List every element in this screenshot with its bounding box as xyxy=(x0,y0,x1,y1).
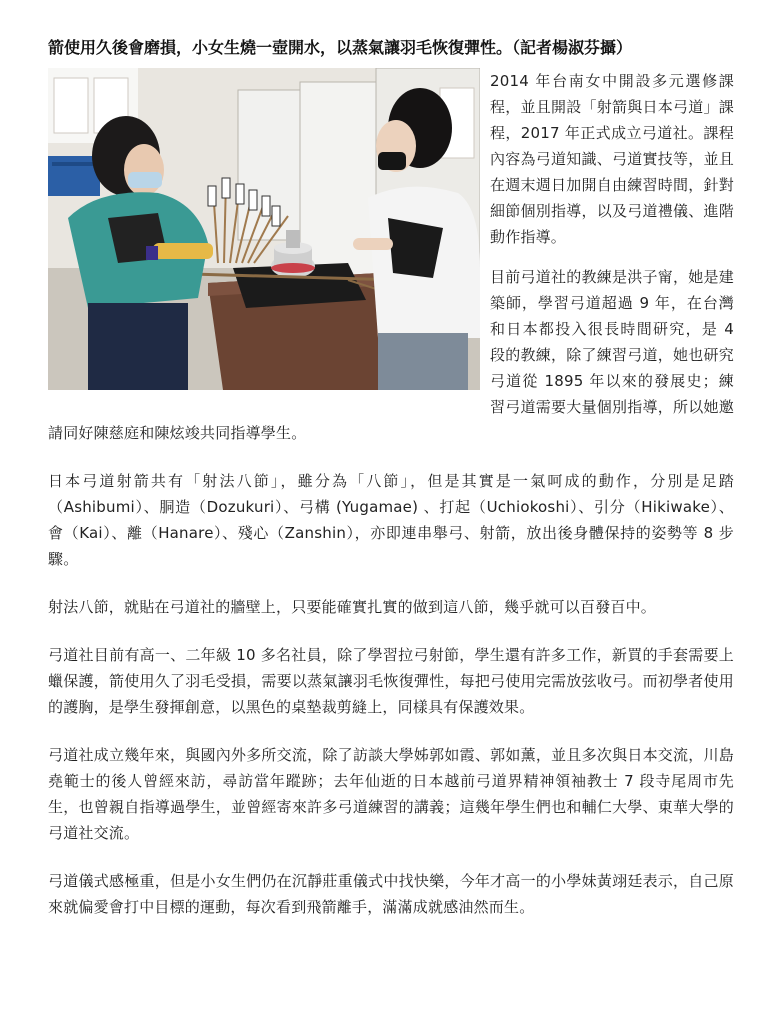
photo-caption: 箭使用久後會磨損，小女生燒一壺開水，以蒸氣讓羽毛恢復彈性。（記者楊淑芬攝） xyxy=(48,38,633,57)
article-photo xyxy=(48,68,480,390)
paragraph-2: 目前弓道社的教練是洪子甯，她是建築師，學習弓道超過 9 年，在台灣和日本都投入很長時間研究，是 4 段的教練，除了練習弓道，她也研究弓道從 1895 年以來的發展史；練習弓道需要大量個別指導，所以她邀請同好陳慈庭和陳炫竣共同指導學生。 xyxy=(48,268,734,442)
paragraph-5: 弓道社目前有高一、二年級 10 多名社員，除了學習拉弓射節，學生還有許多工作，新買的手套需要上蠟保護，箭使用久了羽毛受損，需要以蒸氣讓羽毛恢復彈性，每把弓使用完需放弦收弓。而初學者使用的護胸，是學生發揮創意，以黑色的桌墊裁剪縫上，同樣具有保護效果。 xyxy=(48,646,734,716)
paragraph-1: 2014 年台南女中開設多元選修課程，並且開設「射箭與日本弓道」課程，2017 年正式成立弓道社。課程內容為弓道知識、弓道實技等，並且在週末週日加開自由練習時間，針對細節個別指導，以及弓道禮儀、進階動作指導。 xyxy=(490,72,734,246)
paragraph-4: 射法八節，就貼在弓道社的牆壁上，只要能確實扎實的做到這八節，幾乎就可以百發百中。 xyxy=(48,598,657,616)
photo-illustration xyxy=(48,68,480,390)
paragraph-3: 日本弓道射箭共有「射法八節」，雖分為「八節」，但是其實是一氣呵成的動作，分別是足踏（Ashibumi）、胴造（Dozukuri）、弓構 (Yugamae) 、打起（Uchiokoshi）、引分（Hikiwake）、會（Kai）、離（Hanare）、殘心（Zanshin），亦即連串舉弓、射箭，放出後身體保持的姿勢等 8 步驟。 xyxy=(48,472,734,568)
paragraph-6: 弓道社成立幾年來，與國內外多所交流，除了訪談大學姊郭如霞、郭如薰，並且多次與日本交流，川島堯範士的後人曾經來訪，尋訪當年蹤跡；去年仙逝的日本越前弓道界精神領袖教士 7 段寺尾周市先生，也曾親自指導過學生，並曾經寄來許多弓道練習的講義；這幾年學生們也和輔仁大學、東華大學的弓道社交流。 xyxy=(48,746,734,842)
paragraph-7: 弓道儀式感極重，但是小女生們仍在沉靜莊重儀式中找快樂，今年才高一的小學妹黃翊廷表示，自己原來就偏愛會打中目標的運動，每次看到飛箭離手，滿滿成就感油然而生。 xyxy=(48,872,734,916)
article xyxy=(48,36,734,942)
